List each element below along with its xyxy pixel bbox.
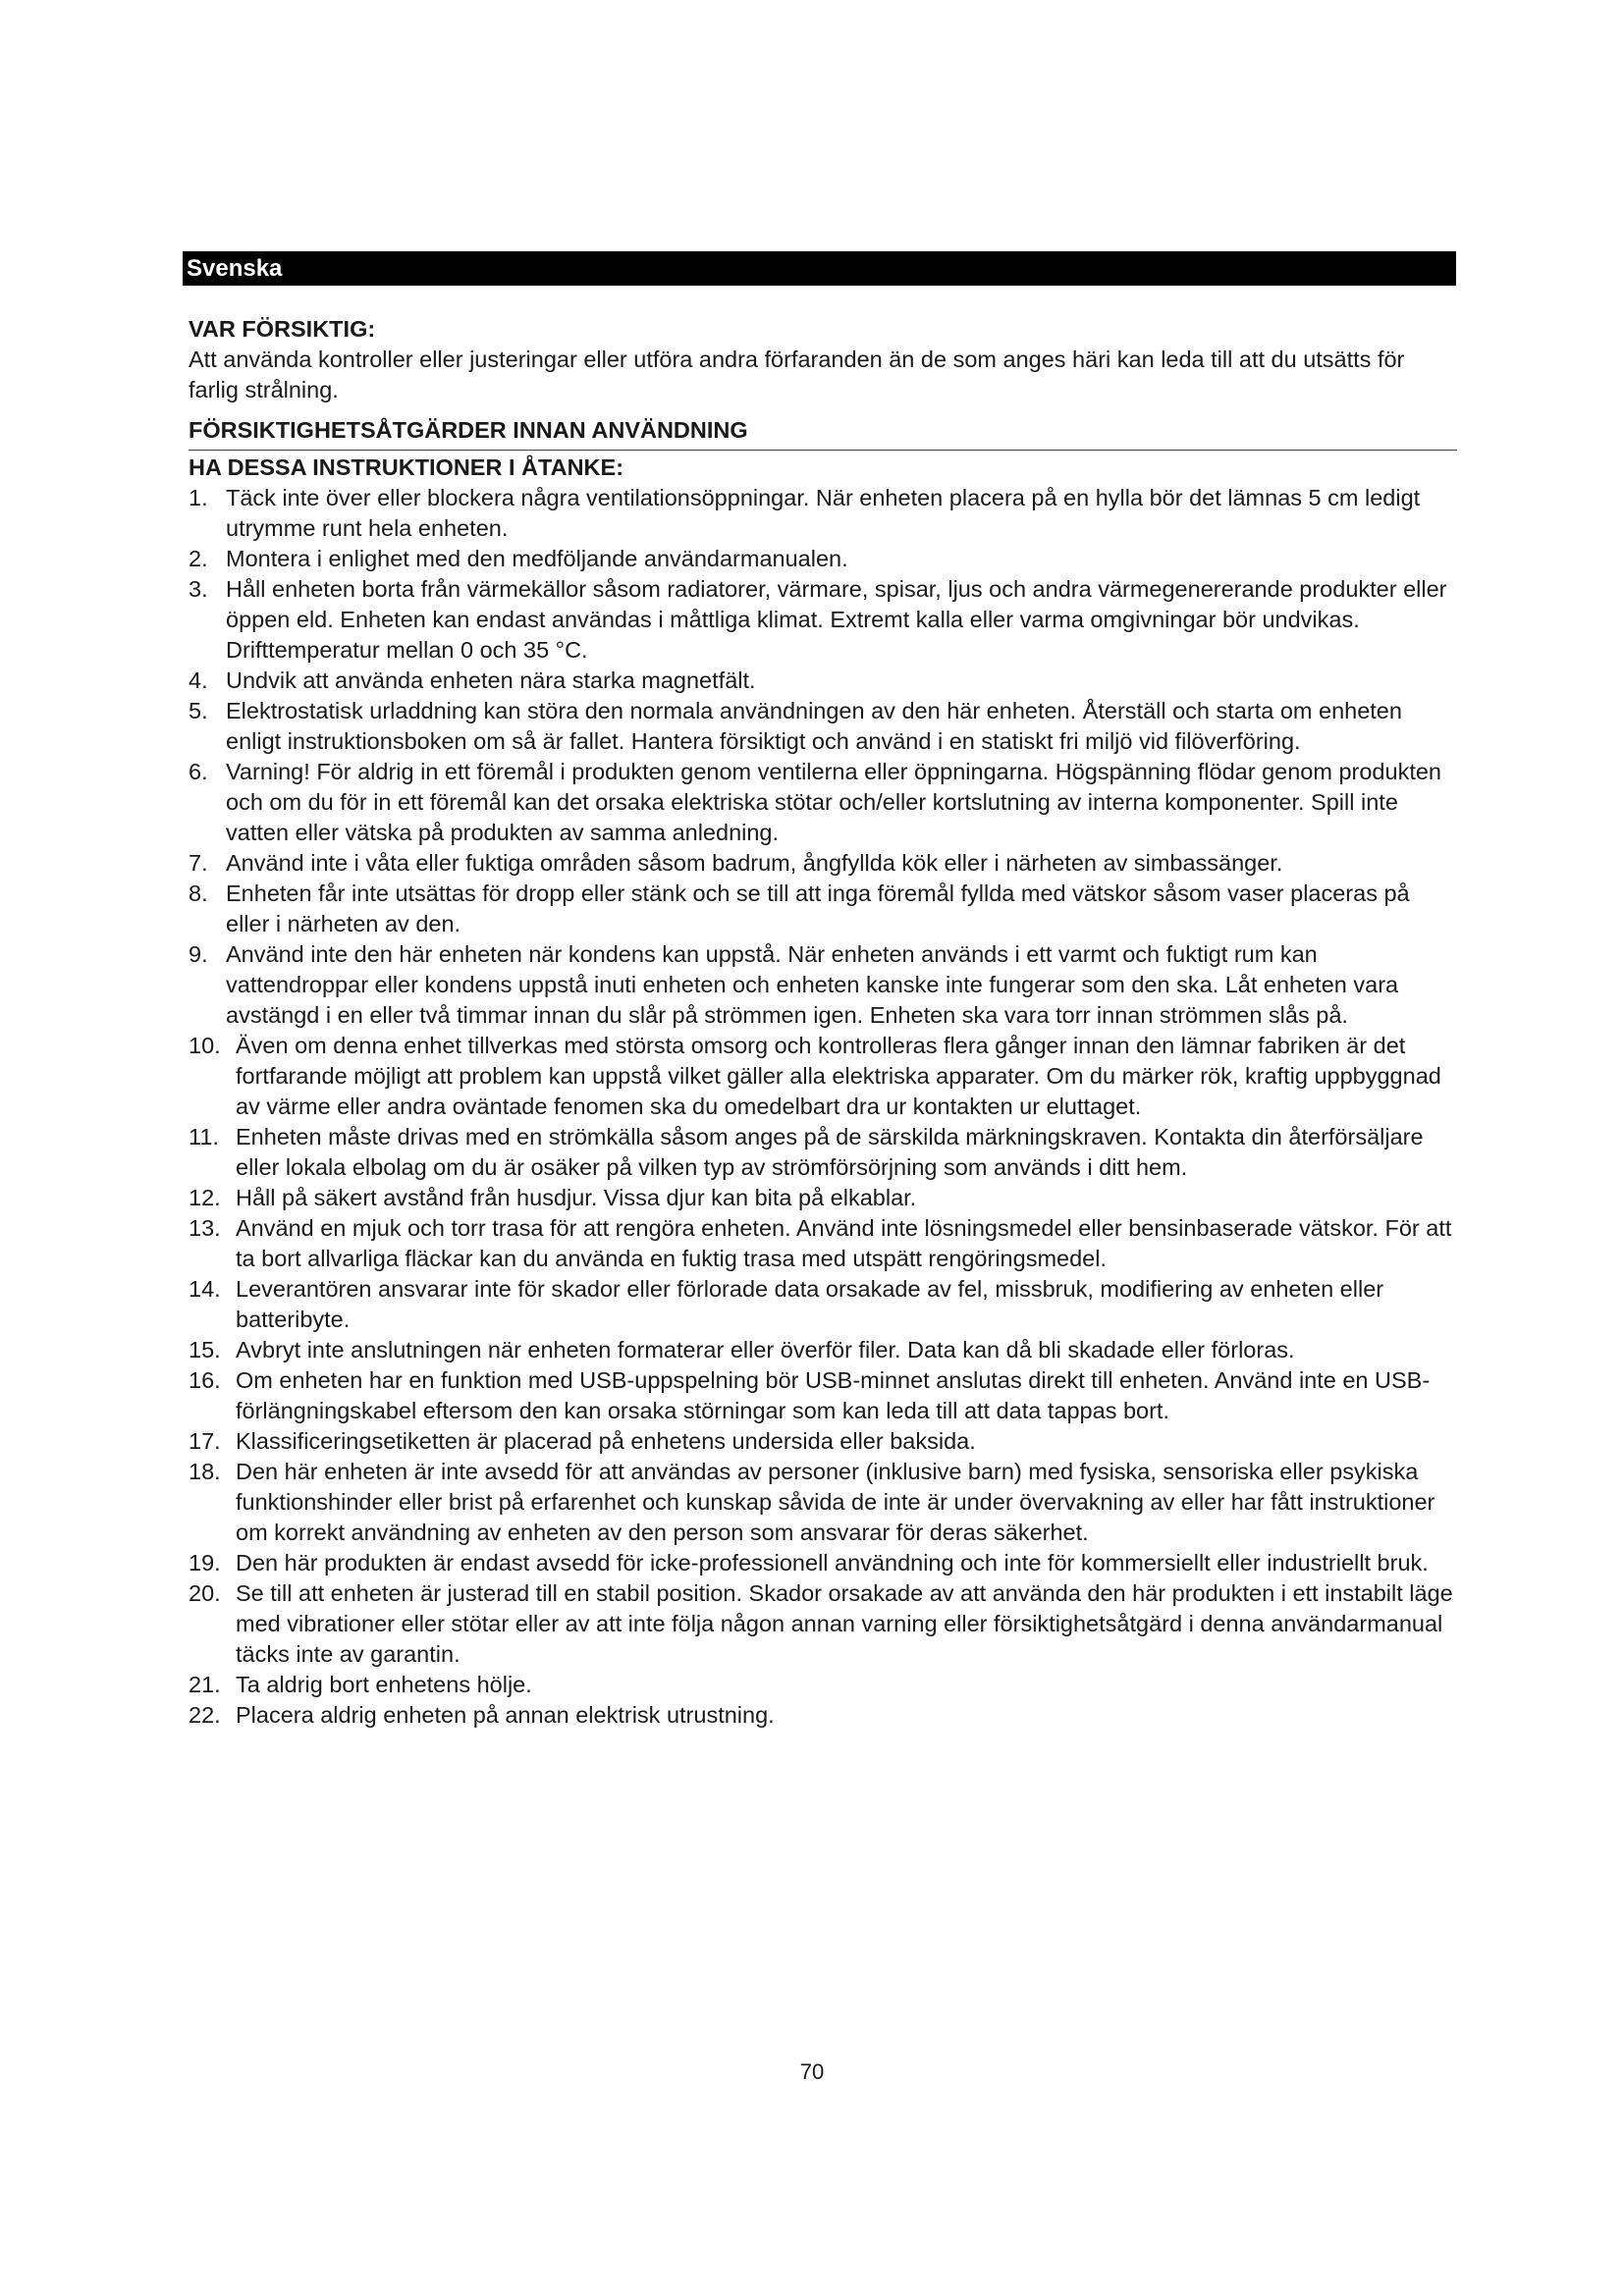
precautions-list bbox=[189, 483, 1457, 1731]
list-item bbox=[189, 574, 1457, 666]
list-item-text: Om enheten har en funktion med USB-uppspelning bör USB-minnet anslutas direkt till enheten. Använd inte en USB-förlängningskabel eftersom den kan orsaka störningar som kan leda till att data tappas bort. bbox=[236, 1367, 1431, 1423]
list-item-number: 13. bbox=[189, 1215, 221, 1241]
list-item bbox=[189, 1183, 1457, 1213]
list-item-text: Undvik att använda enheten nära starka magnetfält. bbox=[226, 667, 756, 693]
list-item bbox=[189, 483, 1457, 544]
list-item-text: Montera i enlighet med den medföljande användarmanualen. bbox=[226, 546, 848, 571]
list-item-text: Elektrostatisk urladdning kan störa den normala användningen av den här enheten. Återställ och starta om enheten enligt instruktionsboken om så är fallet. Hantera försiktigt och använd i en statiskt fri miljö vid filöverföring. bbox=[226, 698, 1402, 754]
list-item-number: 9. bbox=[189, 941, 208, 967]
list-item-text: Även om denna enhet tillverkas med största omsorg och kontrolleras flera gånger innan den lämnar fabriken är det fortfarande möjligt att problem kan uppstå vilket gäller alla elektriska apparater. Om du märker rök, kraftig uppbyggnad av värme eller andra oväntade fenomen ska du omedelbart dra ur kontakten ur eluttaget. bbox=[236, 1033, 1441, 1119]
list-item-text: Den här enheten är inte avsedd för att användas av personer (inklusive barn) med fysiska, sensoriska eller psykiska funktionshinder eller brist på erfarenhet och kunskap såvida de inte är under övervakning av eller har fått instruktioner om korrekt användning av enheten av den person som ansvarar för deras säkerhet. bbox=[236, 1459, 1435, 1545]
list-item bbox=[189, 1700, 1457, 1731]
list-item bbox=[189, 696, 1457, 757]
precautions-title: FÖRSIKTIGHETSÅTGÄRDER INNAN ANVÄNDNING bbox=[189, 415, 1457, 451]
list-item-number: 3. bbox=[189, 576, 208, 602]
list-item-text: Den här produkten är endast avsedd för icke-professionell användning och inte för kommersiellt eller industriellt bruk. bbox=[236, 1550, 1429, 1575]
list-item bbox=[189, 1457, 1457, 1548]
list-item-number: 19. bbox=[189, 1550, 221, 1575]
list-item-number: 5. bbox=[189, 698, 208, 723]
document-body bbox=[189, 314, 1457, 1731]
list-item bbox=[189, 1548, 1457, 1578]
list-item-text: Använd inte i våta eller fuktiga områden såsom badrum, ångfyllda kök eller i närheten av simbassänger. bbox=[226, 850, 1283, 876]
list-item bbox=[189, 1578, 1457, 1670]
list-item-number: 14. bbox=[189, 1276, 221, 1302]
list-item-text: Klassificeringsetiketten är placerad på enhetens undersida eller baksida. bbox=[236, 1428, 976, 1454]
list-item-number: 7. bbox=[189, 850, 208, 876]
list-item-text: Avbryt inte anslutningen när enheten formaterar eller överför filer. Data kan då bli skadade eller förloras. bbox=[236, 1337, 1295, 1362]
warning-title: VAR FÖRSIKTIG: bbox=[189, 316, 376, 342]
list-item-text: Enheten måste drivas med en strömkälla såsom anges på de särskilda märkningskraven. Kontakta din återförsäljare eller lokala elbolag om du är osäker på vilken typ av strömförsörjning som används i ditt hem. bbox=[236, 1124, 1424, 1180]
warning-text: Att använda kontroller eller justeringar eller utföra andra förfaranden än de som anges häri kan leda till att du utsätts för farlig strålning. bbox=[189, 347, 1405, 402]
list-item-number: 16. bbox=[189, 1367, 221, 1393]
list-item bbox=[189, 1122, 1457, 1183]
list-item-number: 12. bbox=[189, 1185, 221, 1210]
list-item bbox=[189, 939, 1457, 1031]
list-item-number: 1. bbox=[189, 485, 208, 510]
precautions-subtitle: HA DESSA INSTRUKTIONER I ÅTANKE: bbox=[189, 454, 624, 480]
list-item-number: 10. bbox=[189, 1033, 221, 1058]
list-item-number: 8. bbox=[189, 881, 208, 906]
list-item-number: 22. bbox=[189, 1702, 221, 1728]
list-item bbox=[189, 1031, 1457, 1122]
list-item bbox=[189, 848, 1457, 879]
language-label: Svenska bbox=[187, 255, 283, 282]
list-item-number: 6. bbox=[189, 759, 208, 784]
list-item-text: Placera aldrig enheten på annan elektrisk utrustning. bbox=[236, 1702, 775, 1728]
list-item-text: Varning! För aldrig in ett föremål i produkten genom ventilerna eller öppningarna. Högspänning flödar genom produkten och om du för in ett föremål kan det orsaka elektriska stötar och/eller kortslutning av interna komponenter. Spill inte vatten eller vätska på produkten av samma anledning. bbox=[226, 759, 1441, 845]
list-item bbox=[189, 1365, 1457, 1426]
list-item-text: Använd en mjuk och torr trasa för att rengöra enheten. Använd inte lösningsmedel eller bensinbaserade vätskor. För att ta bort allvarliga fläckar kan du använda en fuktig trasa med utspätt rengöringsmedel. bbox=[236, 1215, 1452, 1271]
list-item-number: 11. bbox=[189, 1124, 219, 1149]
list-item-number: 18. bbox=[189, 1459, 221, 1484]
list-item-text: Enheten får inte utsättas för dropp eller stänk och se till att inga föremål fyllda med vätskor såsom vaser placeras på eller i närheten av den. bbox=[226, 881, 1410, 936]
list-item bbox=[189, 1670, 1457, 1700]
list-item-text: Se till att enheten är justerad till en stabil position. Skador orsakade av att använda den här produkten i ett instabilt läge med vibrationer eller stötar eller av att inte följa någon annan varning eller försiktighetsåtgärd i denna användarmanual täcks inte av garantin. bbox=[236, 1580, 1453, 1667]
language-header-bar bbox=[183, 251, 1456, 286]
list-item-text: Leverantören ansvarar inte för skador eller förlorade data orsakade av fel, missbruk, modifiering av enheten eller batteribyte. bbox=[236, 1276, 1384, 1332]
list-item-number: 17. bbox=[189, 1428, 221, 1454]
list-item bbox=[189, 879, 1457, 939]
list-item bbox=[189, 1213, 1457, 1274]
list-item bbox=[189, 1335, 1457, 1365]
list-item-text: Täck inte över eller blockera några ventilationsöppningar. När enheten placera på en hylla bör det lämnas 5 cm ledigt utrymme runt hela enheten. bbox=[226, 485, 1421, 541]
list-item-number: 15. bbox=[189, 1337, 221, 1362]
list-item-number: 20. bbox=[189, 1580, 221, 1606]
list-item-text: Ta aldrig bort enhetens hölje. bbox=[236, 1672, 532, 1697]
list-item-number: 4. bbox=[189, 667, 208, 693]
list-item bbox=[189, 666, 1457, 696]
list-item bbox=[189, 544, 1457, 574]
list-item-number: 2. bbox=[189, 546, 208, 571]
list-item-text: Använd inte den här enheten när kondens kan uppstå. När enheten används i ett varmt och fuktigt rum kan vattendroppar eller kondens uppstå inuti enheten och enheten kanske inte fungerar som den ska. Låt enheten vara avstängd i en eller två timmar innan du slår på strömmen igen. Enheten ska vara torr innan strömmen slås på. bbox=[226, 941, 1399, 1028]
list-item-number: 21. bbox=[189, 1672, 221, 1697]
page-number: 70 bbox=[799, 2059, 825, 2084]
list-item-text: Håll på säkert avstånd från husdjur. Vissa djur kan bita på elkablar. bbox=[236, 1185, 917, 1210]
list-item bbox=[189, 1426, 1457, 1457]
list-item bbox=[189, 757, 1457, 848]
list-item-text: Håll enheten borta från värmekällor såsom radiatorer, värmare, spisar, ljus och andra värmegenererande produkter eller öppen eld. Enheten kan endast användas i måttliga klimat. Extremt kalla eller varma omgivningar bör undvikas. Drifttemperatur mellan 0 och 35 °C. bbox=[226, 576, 1447, 663]
list-item bbox=[189, 1274, 1457, 1335]
